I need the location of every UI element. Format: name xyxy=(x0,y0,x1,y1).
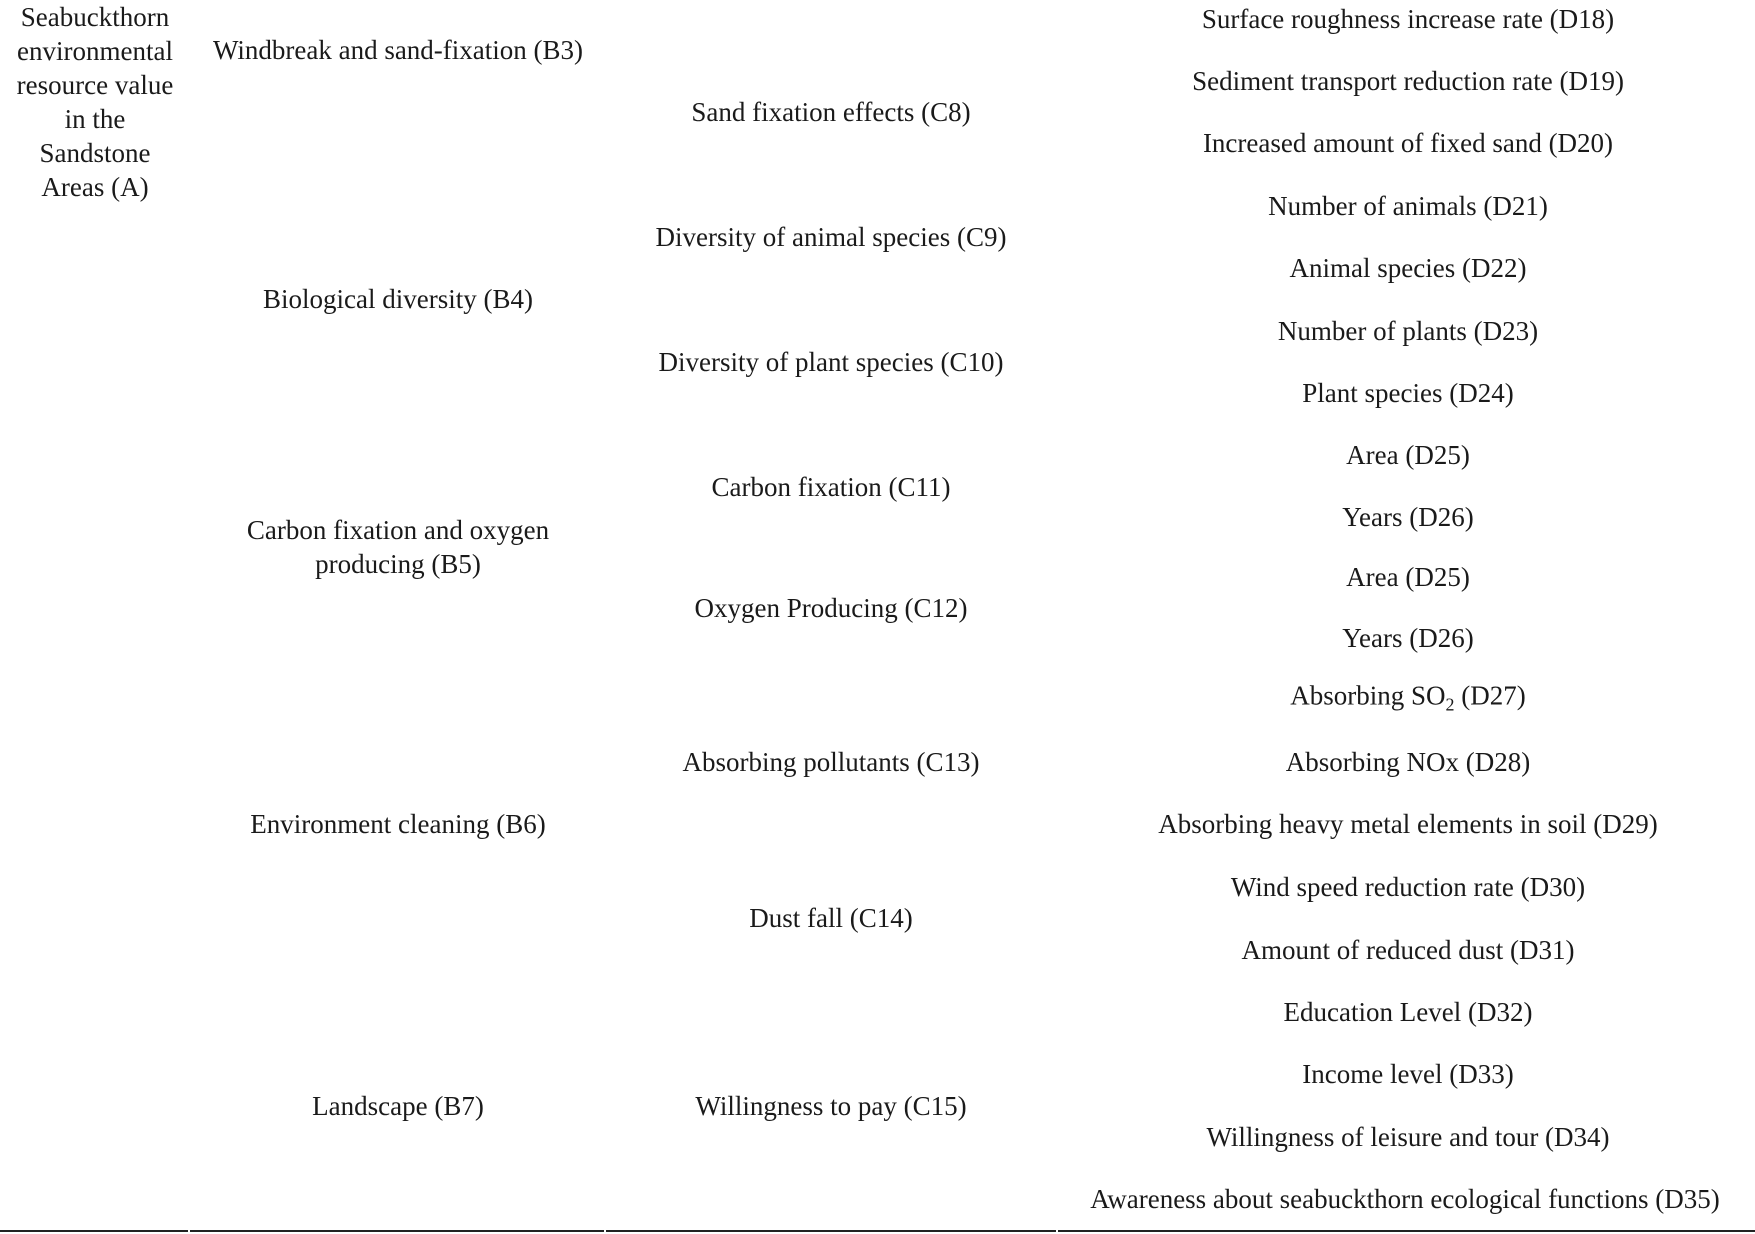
indicator-d19: Sediment transport reduction rate (D19) xyxy=(1192,66,1624,96)
indicator-d35: Awareness about seabuckthorn ecological functions (D35) xyxy=(1090,1184,1720,1214)
bottom-rule-col-b xyxy=(190,1230,604,1232)
indicator-d25-oxygen: Area (D25) xyxy=(1346,562,1470,592)
sub-criterion-c15: Willingness to pay (C15) xyxy=(695,1091,967,1121)
indicator-d26-oxygen: Years (D26) xyxy=(1342,623,1474,653)
partial-criterion-c7 xyxy=(830,0,990,6)
indicator-d26-carbon: Years (D26) xyxy=(1342,502,1474,532)
bottom-rule-col-d xyxy=(1058,1230,1755,1232)
target-layer-a: Seabuckthorn environmental resource value in the Sandstone Areas (A) xyxy=(16,2,174,202)
indicator-d27-sub: 2 xyxy=(1445,694,1455,715)
criterion-b4: Biological diversity (B4) xyxy=(263,284,533,314)
criterion-b5: Carbon fixation and oxygen producing (B5) xyxy=(246,515,550,579)
indicator-d29: Absorbing heavy metal elements in soil (D29) xyxy=(1158,809,1658,839)
indicator-d33: Income level (D33) xyxy=(1302,1059,1514,1089)
indicator-d25-carbon: Area (D25) xyxy=(1346,440,1470,470)
indicator-d27 xyxy=(1290,678,1526,721)
indicator-d28: Absorbing NOx (D28) xyxy=(1285,747,1531,777)
indicator-d20: Increased amount of fixed sand (D20) xyxy=(1202,128,1614,158)
indicator-d21: Number of animals (D21) xyxy=(1268,191,1548,221)
indicator-d30: Wind speed reduction rate (D30) xyxy=(1230,872,1586,902)
indicator-d22: Animal species (D22) xyxy=(1289,253,1527,283)
sub-criterion-c13: Absorbing pollutants (C13) xyxy=(682,747,980,777)
sub-criterion-c9: Diversity of animal species (C9) xyxy=(655,222,1007,252)
criterion-b6: Environment cleaning (B6) xyxy=(250,809,546,839)
sub-criterion-c12: Oxygen Producing (C12) xyxy=(694,593,968,623)
indicator-d27-pre: Absorbing SO xyxy=(1290,680,1446,711)
criterion-b3: Windbreak and sand-fixation (B3) xyxy=(212,35,584,65)
bottom-rule-col-a xyxy=(0,1230,188,1232)
indicator-d18: Surface roughness increase rate (D18) xyxy=(1201,4,1615,34)
sub-criterion-c8: Sand fixation effects (C8) xyxy=(691,97,971,127)
indicator-d27-post: (D27) xyxy=(1454,680,1526,711)
indicator-d32: Education Level (D32) xyxy=(1283,997,1533,1027)
indicator-d34: Willingness of leisure and tour (D34) xyxy=(1206,1122,1610,1152)
criterion-b7: Landscape (B7) xyxy=(312,1091,484,1121)
sub-criterion-c14: Dust fall (C14) xyxy=(749,903,913,933)
indicator-d24: Plant species (D24) xyxy=(1302,378,1514,408)
indicator-d23: Number of plants (D23) xyxy=(1277,316,1539,346)
sub-criterion-c11: Carbon fixation (C11) xyxy=(711,472,951,502)
bottom-rule-col-c xyxy=(606,1230,1056,1232)
indicator-d31: Amount of reduced dust (D31) xyxy=(1241,935,1575,965)
sub-criterion-c10: Diversity of plant species (C10) xyxy=(658,347,1004,377)
